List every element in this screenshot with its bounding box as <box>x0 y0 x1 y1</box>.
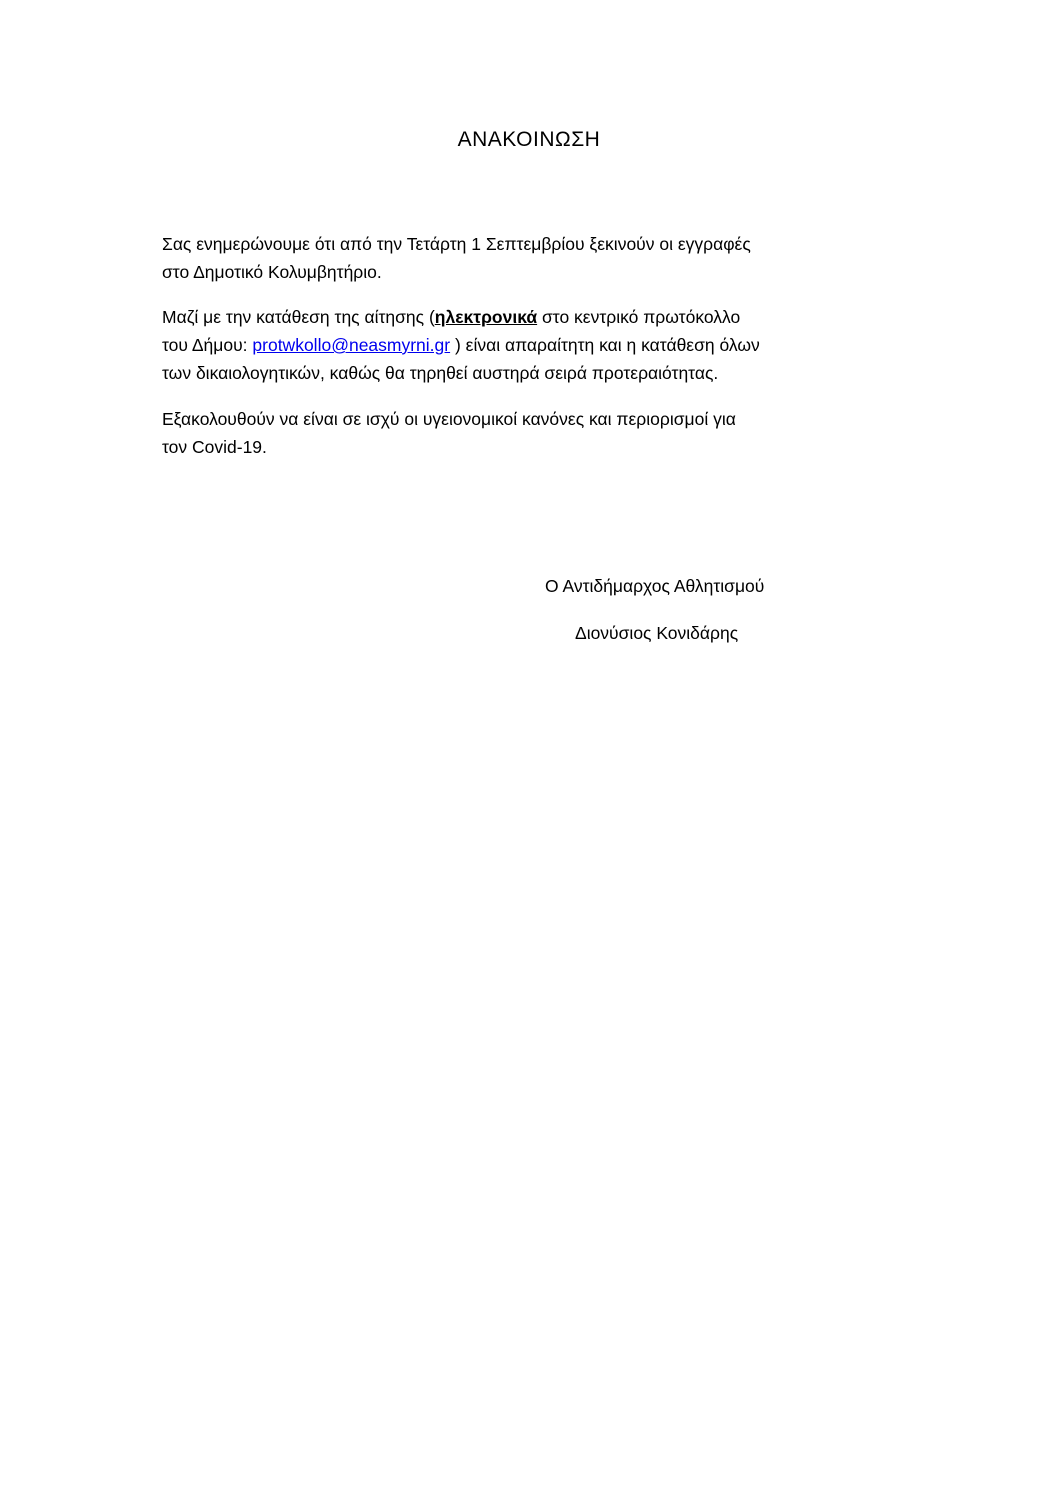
paragraph-application <box>162 303 902 387</box>
signature-name: Διονύσιος Κονιδάρης <box>575 623 739 643</box>
paragraph-line: των δικαιολογητικών, καθώς θα τηρηθεί αυστηρά σειρά προτεραιότητας. <box>162 363 719 383</box>
paragraph-line <box>162 303 902 331</box>
paragraph-line: στο Δημοτικό Κολυμβητήριο. <box>162 262 382 282</box>
paragraph-line: τον Covid-19. <box>162 437 267 457</box>
signature-role: Ο Αντιδήμαρχος Αθλητισμού <box>545 576 765 596</box>
paragraph-line: Εξακολουθούν να είναι σε ισχύ οι υγειονομικοί κανόνες και περιορισμοί για <box>162 409 736 429</box>
announcement-title: ΑΝΑΚΟΙΝΩΣΗ <box>457 128 601 151</box>
text-segment: στο κεντρικό πρωτόκολλο <box>537 307 741 327</box>
paragraph-line <box>162 331 902 359</box>
paragraph-registration <box>162 230 902 286</box>
text-segment: ) είναι απαραίτητη και η κατάθεση όλων <box>450 335 760 355</box>
emphasis-electronic: ηλεκτρονικά <box>434 307 538 327</box>
paragraph-line: Σας ενημερώνουμε ότι από την Τετάρτη 1 Σεπτεμβρίου ξεκινούν οι εγγραφές <box>162 234 751 254</box>
email-link[interactable]: protwkollo@neasmyrni.gr <box>252 335 451 355</box>
text-segment: του Δήμου: <box>162 335 253 355</box>
paragraph-covid <box>162 405 902 461</box>
text-segment: Μαζί με την κατάθεση της αίτησης ( <box>162 307 435 327</box>
